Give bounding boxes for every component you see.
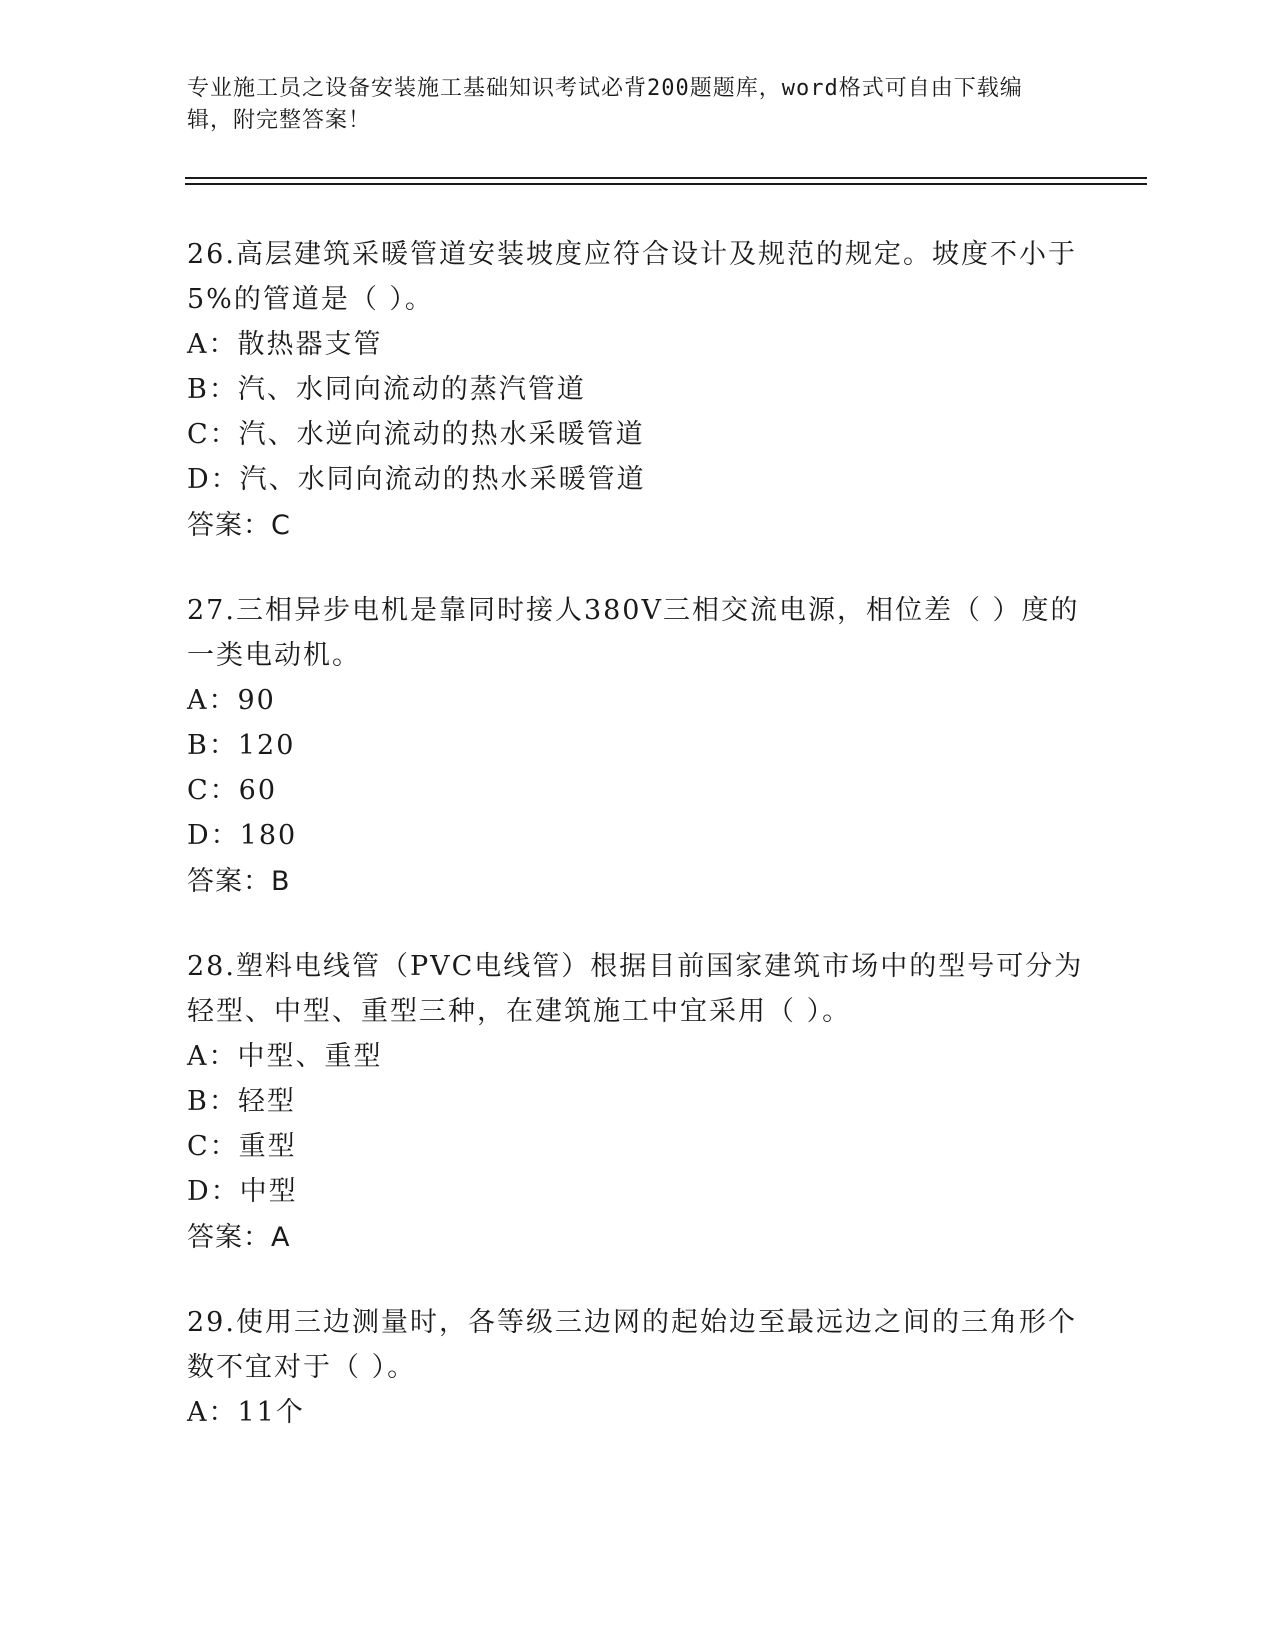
question-29 xyxy=(187,1300,1087,1435)
header-divider-top xyxy=(185,177,1147,179)
question-stem: 28.塑料电线管（PVC电线管）根据目前国家建筑市场中的型号可分为轻型、中型、重型三种，在建筑施工中宜采用（ ）。 xyxy=(187,951,1084,1027)
option-c: C：60 xyxy=(187,775,278,806)
question-27 xyxy=(187,588,1087,904)
option-b: B：汽、水同向流动的蒸汽管道 xyxy=(187,374,586,405)
question-26 xyxy=(187,232,1087,548)
header-divider-bottom xyxy=(185,183,1147,185)
option-d: D：180 xyxy=(187,820,298,851)
option-d: D：汽、水同向流动的热水采暖管道 xyxy=(187,464,646,495)
question-list xyxy=(187,232,1087,1475)
option-a: A：散热器支管 xyxy=(187,329,383,360)
answer-line: 答案：A xyxy=(187,1222,291,1253)
question-28 xyxy=(187,944,1087,1260)
option-b: B：轻型 xyxy=(187,1086,296,1117)
question-stem: 29.使用三边测量时，各等级三边网的起始边至最远边之间的三角形个数不宜对于（ ）。 xyxy=(187,1307,1077,1383)
option-a: A：中型、重型 xyxy=(187,1041,383,1072)
answer-line: 答案：B xyxy=(187,866,291,897)
answer-line: 答案：C xyxy=(187,510,291,541)
question-stem: 26.高层建筑采暖管道安装坡度应符合设计及规范的规定。坡度不小于5%的管道是（ ）。 xyxy=(187,239,1077,315)
option-c: C：汽、水逆向流动的热水采暖管道 xyxy=(187,419,645,450)
question-stem: 27.三相异步电机是靠同时接人380V三相交流电源，相位差（ ）度的一类电动机。 xyxy=(187,595,1080,671)
option-a: A：11个 xyxy=(187,1397,305,1428)
option-d: D：中型 xyxy=(187,1176,298,1207)
option-b: B：120 xyxy=(187,730,296,761)
option-c: C：重型 xyxy=(187,1131,297,1162)
document-header: 专业施工员之设备安装施工基础知识考试必背200题题库，word格式可自由下载编辑，附完整答案！ xyxy=(187,76,1023,133)
option-a: A：90 xyxy=(187,685,276,716)
